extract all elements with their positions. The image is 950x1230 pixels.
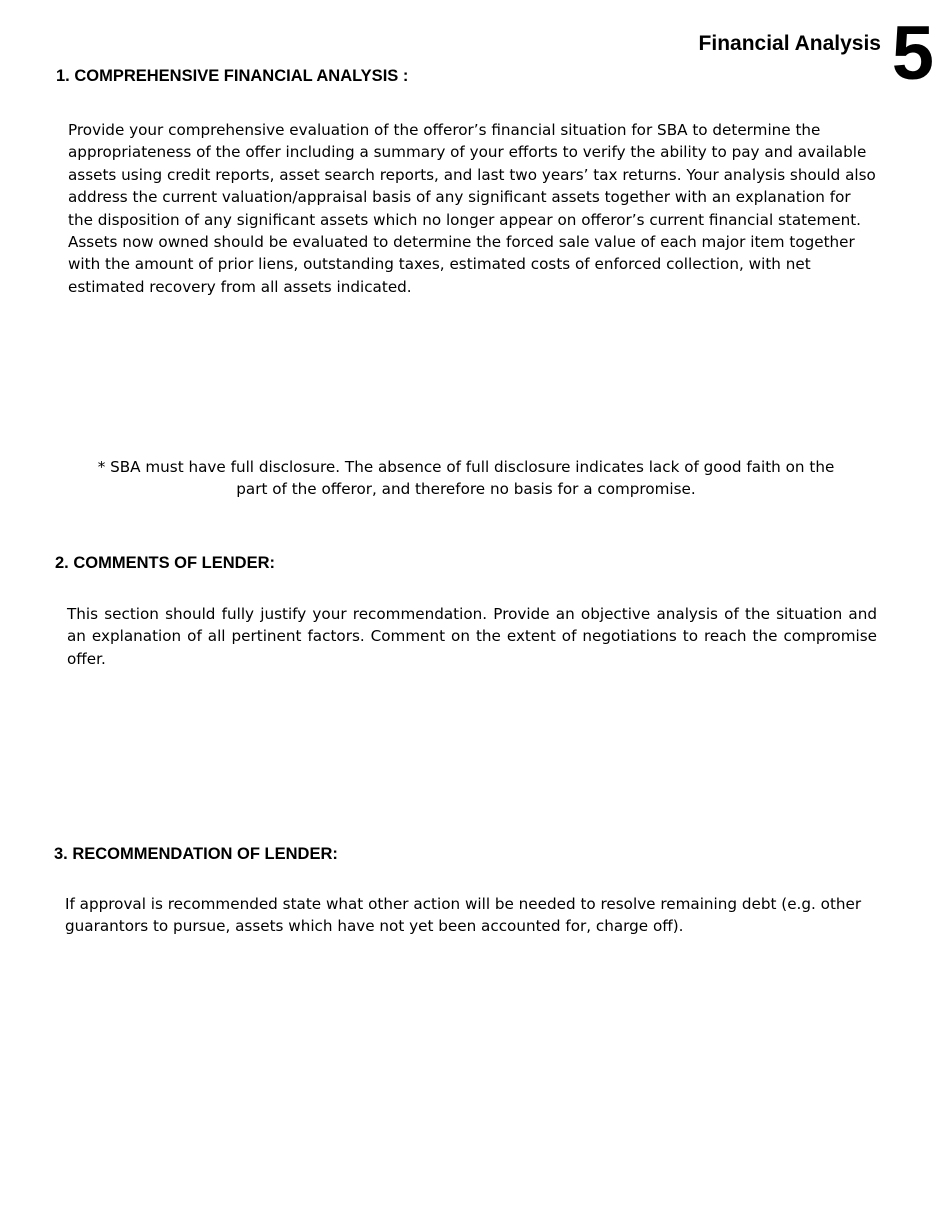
section-instructions-recommendation-of-lender: If approval is recommended state what other action will be needed to resolve remaining debt (e.g. other guarantors to pursue, assets which have not yet been accounted for, charge off).: [65, 895, 862, 936]
section-heading-financial-analysis: 1. COMPREHENSIVE FINANCIAL ANALYSIS :: [56, 67, 409, 85]
page-title: Financial Analysis: [698, 32, 881, 55]
section-heading-comments-of-lender: 2. COMMENTS OF LENDER:: [55, 554, 276, 572]
section-instructions-financial-analysis: Provide your comprehensive evaluation of the offeror’s financial situation for SBA to determine the appropriateness of the offer including a summary of your efforts to verify the ability to pay and available assets using credit reports, asset search reports, and last two years’ tax returns. Your analysis should also address the current valuation/appraisal basis of any significant assets together with an explanation for the disposition of any significant assets which no longer appear on offeror’s current financial statement. Assets now owned should be evaluated to determine the forced sale value of each major item together with the amount of prior liens, outstanding taxes, estimated costs of enforced collection, with net estimated recovery from all assets indicated.: [68, 121, 876, 296]
section-number: 5: [891, 11, 934, 96]
section-heading-recommendation-of-lender: 3. RECOMMENDATION OF LENDER:: [54, 845, 338, 863]
section-instructions-comments-of-lender: This section should fully justify your recommendation. Provide an objective analysis of the situation and an explanation of all pertinent factors. Comment on the extent of negotiations to reach the compromise offer.: [67, 605, 877, 668]
disclosure-note: * SBA must have full disclosure. The absence of full disclosure indicates lack of good faith on the part of the offeror, and therefore no basis for a compromise.: [97, 458, 835, 499]
